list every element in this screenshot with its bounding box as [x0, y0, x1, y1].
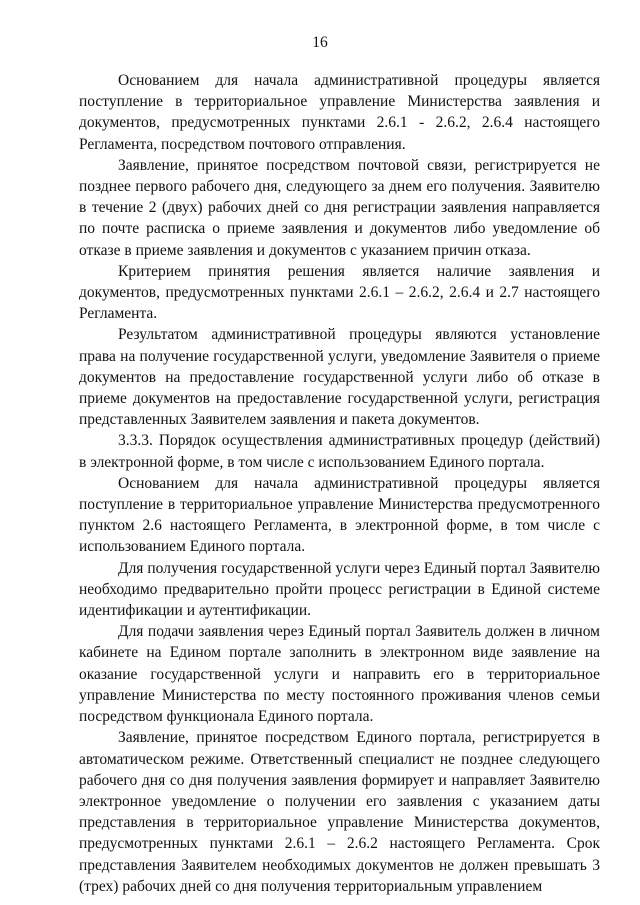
paragraph-portal-submission: Для подачи заявления через Единый портал Заявитель должен в личном кабинете на Едином портале заполнить в электронном виде заявление на оказание государственной услуги и направить его в территориальное управление Министерства по месту постоянного проживания членов семьи посредством функционала Единого портала. — [79, 623, 600, 726]
paragraph-postal-registration: Заявление, принятое посредством почтовой связи, регистрируется не позднее первого рабочего дня, следующего за днем его получения. Заявителю в течение 2 (двух) рабочих дней со дня регистрации заявления направляется по почте расписка о приеме заявления и документов либо уведомление об отказе в приеме заявления и документов с указанием причин отказа. — [79, 156, 600, 259]
section-heading-3-3-3: 3.3.3. Порядок осуществления административных процедур (действий) в электронной форме, в том числе с использованием Единого портала. — [79, 432, 600, 471]
paragraph-procedure-result: Результатом административной процедуры являются установление права на получение государственной услуги, уведомление Заявителя о приеме документов на предоставление государственной услуги либо об отказе в приеме документов на предоставление государственной услуги, регистрация представленных Заявителем заявления и пакета документов. — [79, 326, 600, 429]
page-number: 16 — [312, 34, 328, 51]
paragraph-basis-electronic: Основанием для начала административной процедуры является поступление в территориальное управление Министерства предусмотренного пунктом 2.6 настоящего Регламента, в электронной форме, в том числе с использованием Единого портала. — [79, 474, 600, 556]
paragraph-decision-criterion: Критерием принятия решения является наличие заявления и документов, предусмотренных пунктами 2.6.1 – 2.6.2, 2.6.4 и 2.7 настоящего Регламента. — [79, 262, 600, 323]
paragraph-portal-registration: Для получения государственной услуги через Единый портал Заявителю необходимо предварительно пройти процесс регистрации в Единой системе идентификации и аутентификации. — [79, 559, 600, 620]
paragraph-basis-postal: Основанием для начала административной процедуры является поступление в территориальное управление Министерства заявления и документов, предусмотренных пунктами 2.6.1 - 2.6.2, 2.6.4 настоящего Регламента, посредством почтового отправления. — [79, 72, 600, 153]
paragraph-portal-processing: Заявление, принятое посредством Единого портала, регистрируется в автоматическом режиме. Ответственный специалист не позднее следующего рабочего дня со дня получения заявления формирует и направляет Заявителю электронное уведомление о получении его заявления с указанием даты представления в территориальное управление Министерства документов, предусмотренных пунктами 2.6.1 – 2.6.2 настоящего Регламента. Срок представления Заявителем необходимых документов не должен превышать 3 (трех) рабочих дней со дня получения территориальным управлением — [79, 729, 600, 895]
document-body — [79, 70, 600, 897]
